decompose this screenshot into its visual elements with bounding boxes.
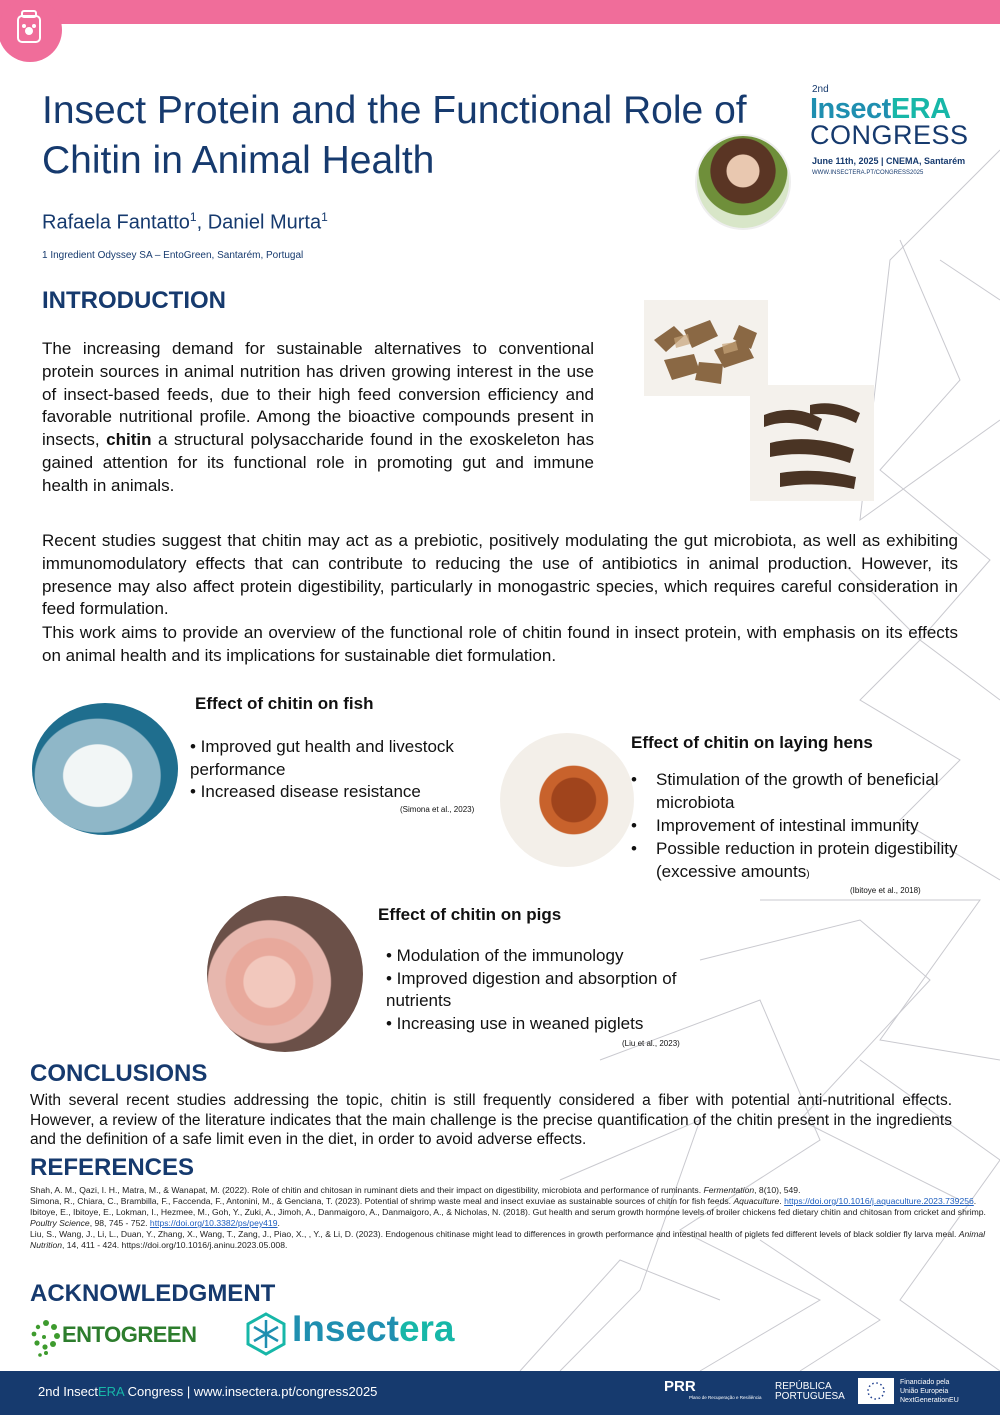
congress-url: WWW.INSECTERA.PT/CONGRESS2025 (812, 170, 924, 176)
insectera-logo-text: Insectera (292, 1308, 455, 1349)
congress-brand-era: ERA (890, 93, 951, 125)
hens-citation: (Ibitoye et al., 2018) (850, 886, 921, 895)
eu-funding-logo: Financiado pela União Europeia NextGenerationEU (900, 1379, 959, 1404)
prr-logo-subtitle: Plano de Recuperação e Resiliência (689, 1395, 762, 1400)
hen-photo (500, 733, 634, 867)
insect-exuviae-photo (644, 300, 768, 396)
hens-effect-title: Effect of chitin on laying hens (631, 733, 873, 752)
conclusions-heading: CONCLUSIONS (30, 1060, 208, 1087)
reference-doi-link[interactable]: https://doi.org/10.1016/j.aquaculture.2023.739256 (784, 1196, 974, 1206)
list-item: • Improvement of intestinal immunity (631, 816, 919, 835)
pigs-effect-list (386, 945, 736, 1035)
republica-portuguesa-logo: REPÚBLICA PORTUGUESA (775, 1381, 845, 1402)
introduction-paragraph-3: This work aims to provide an overview of the functional role of chitin found in insect protein, with emphasis on its effects on animal health and its implications for sustainable diet formulation. (42, 623, 958, 665)
author-1: Rafaela Fantatto (42, 211, 190, 234)
list-item: • Improved digestion and absorption of nutrients (386, 968, 677, 1010)
reference-item: Shah, A. M., Qazi, I. H., Matra, M., & Wanapat, M. (2022). Role of chitin and chitosan in ruminant diets and their impact on digestibility, microbiota and performance of ruminants. Fermentation, 8(10), 549. (30, 1185, 801, 1195)
reference-doi-link[interactable]: https://doi.org/10.3382/ps/pey419 (149, 1218, 278, 1228)
pigs-citation: (Liu et al., 2023) (622, 1039, 680, 1048)
list-item: • Stimulation of the growth of beneficial microbiota (631, 770, 939, 812)
hens-effect-list (631, 768, 981, 886)
congress-brand-insect: Insect (810, 93, 891, 125)
introduction-paragraph-1: The increasing demand for sustainable alternatives to conventional protein sources in animal nutrition has driven growing interest in the use of insect-based feeds, due to their high feed conversion efficiency and favorable nutritional profile. Among the bioactive compounds present in insects, chitin a structural polysaccharide found in the exoskeleton has gained attention for its functional role in promoting gut and immune health in animals. (42, 339, 594, 495)
pigs-photo (207, 896, 363, 1052)
fish-effect-title: Effect of chitin on fish (195, 694, 374, 713)
affiliation: 1 Ingredient Odyssey SA – EntoGreen, Santarém, Portugal (42, 250, 304, 261)
prr-logo: PRR (664, 1378, 696, 1395)
list-item: • Improved gut health and livestock performance (190, 737, 454, 779)
list-item: • Modulation of the immunology (386, 946, 624, 965)
reference-item: Ibitoye, E., Ibitoye, E., Lokman, I., Hezmee, M., Goh, Y., Zuki, A., Jimoh, A., Danmaigoro, A., Danmaigoro, A., & Nicholas, N. (2018). Gut health and serum growth hormone levels of broiler chickens fed dietary chitin and chitosan from cricket and shrimp. Poultry Science, 98, 745 - 752. https://doi.org/10.3382/ps/pey419. (30, 1207, 986, 1228)
fish-citation: (Simona et al., 2023) (400, 805, 475, 814)
top-accent-bar (0, 0, 1000, 24)
references-heading: REFERENCES (30, 1154, 195, 1181)
author-2-affiliation-mark: 1 (321, 210, 328, 224)
conclusions-text: With several recent studies addressing the topic, chitin is still frequently considered a fiber with potential anti-nutritional effects. However, a review of the literature indicates that the main challenge is the precise quantification of the chitin present in the ingredients and the definition of a safe limit even in the diet, in order to avoid adverse effects. (30, 1092, 952, 1149)
insect-larvae-photo (750, 385, 874, 501)
list-item: • Increased disease resistance (190, 782, 421, 801)
introduction-heading: INTRODUCTION (42, 287, 226, 314)
reference-item: Liu, S., Wang, J., Li, L., Duan, Y., Zhang, X., Wang, T., Zang, J., Piao, X., , Y., & Li, D. (2023). Endogenous chitinase might lead to differences in growth performance and intestinal health of piglets fed different levels of black soldier fly larva meal. Animal Nutrition, 14, 411 - 424. https://doi.org/10.1016/j.aninu.2023.05.008. (30, 1229, 986, 1250)
congress-edition: 2nd (812, 84, 829, 95)
fish-effect-list (190, 736, 510, 804)
poster-title: Insect Protein and the Functional Role of Chitin in Animal Health (42, 89, 747, 182)
congress-date-place: June 11th, 2025 | CNEMA, Santarém (812, 156, 966, 166)
spiral-logo-icon (26, 1313, 66, 1363)
author-2: Daniel Murta (207, 211, 322, 234)
reference-item: Simona, R., Chiara, C., Brambilla, F., Faccenda, F., Antonini, M., & Genciana, T. (2023). Potential of shrimp waste meal and insect exuviae as sustainable sources of chitin for fish feeds. Aquaculture. https://doi.org/10.1016/j.aquaculture.2023.739256. (30, 1196, 977, 1206)
fish-photo (32, 703, 178, 835)
authors: Rafaela Fantatto$^1$, Daniel Murta$^1$ (42, 210, 328, 234)
author-1-affiliation-mark: 1 (189, 210, 197, 224)
hexagon-logo-icon (244, 1312, 288, 1356)
references-list (30, 1185, 992, 1251)
introduction-paragraph-2: Recent studies suggest that chitin may act as a prebiotic, positively modulating the gut microbiota, as well as exhibiting immunomodulatory effects that can contribute to reducing the use of antibiotics in animal production. However, its presence may also affect protein digestibility, particularly in monogastric species, which requires careful consideration in feed formulation. (42, 531, 958, 619)
list-item: • Increasing use in weaned piglets (386, 1013, 644, 1033)
eu-flag-icon (858, 1378, 894, 1404)
entogreen-logo-text: ENTOGREEN (62, 1322, 197, 1347)
footer-congress-text: 2nd InsectERA Congress | www.insectera.pt/congress2025 (38, 1384, 378, 1399)
congress-label: CONGRESS (810, 120, 969, 150)
acknowledgment-heading: ACKNOWLEDGMENT (30, 1280, 276, 1307)
list-item: • Possible reduction in protein digestibility (excessive amounts) (631, 839, 958, 881)
chitin-emphasis: chitin (106, 430, 152, 450)
pet-food-icon (0, 0, 62, 62)
pigs-effect-title: Effect of chitin on pigs (378, 905, 562, 924)
author-portrait (695, 134, 791, 230)
